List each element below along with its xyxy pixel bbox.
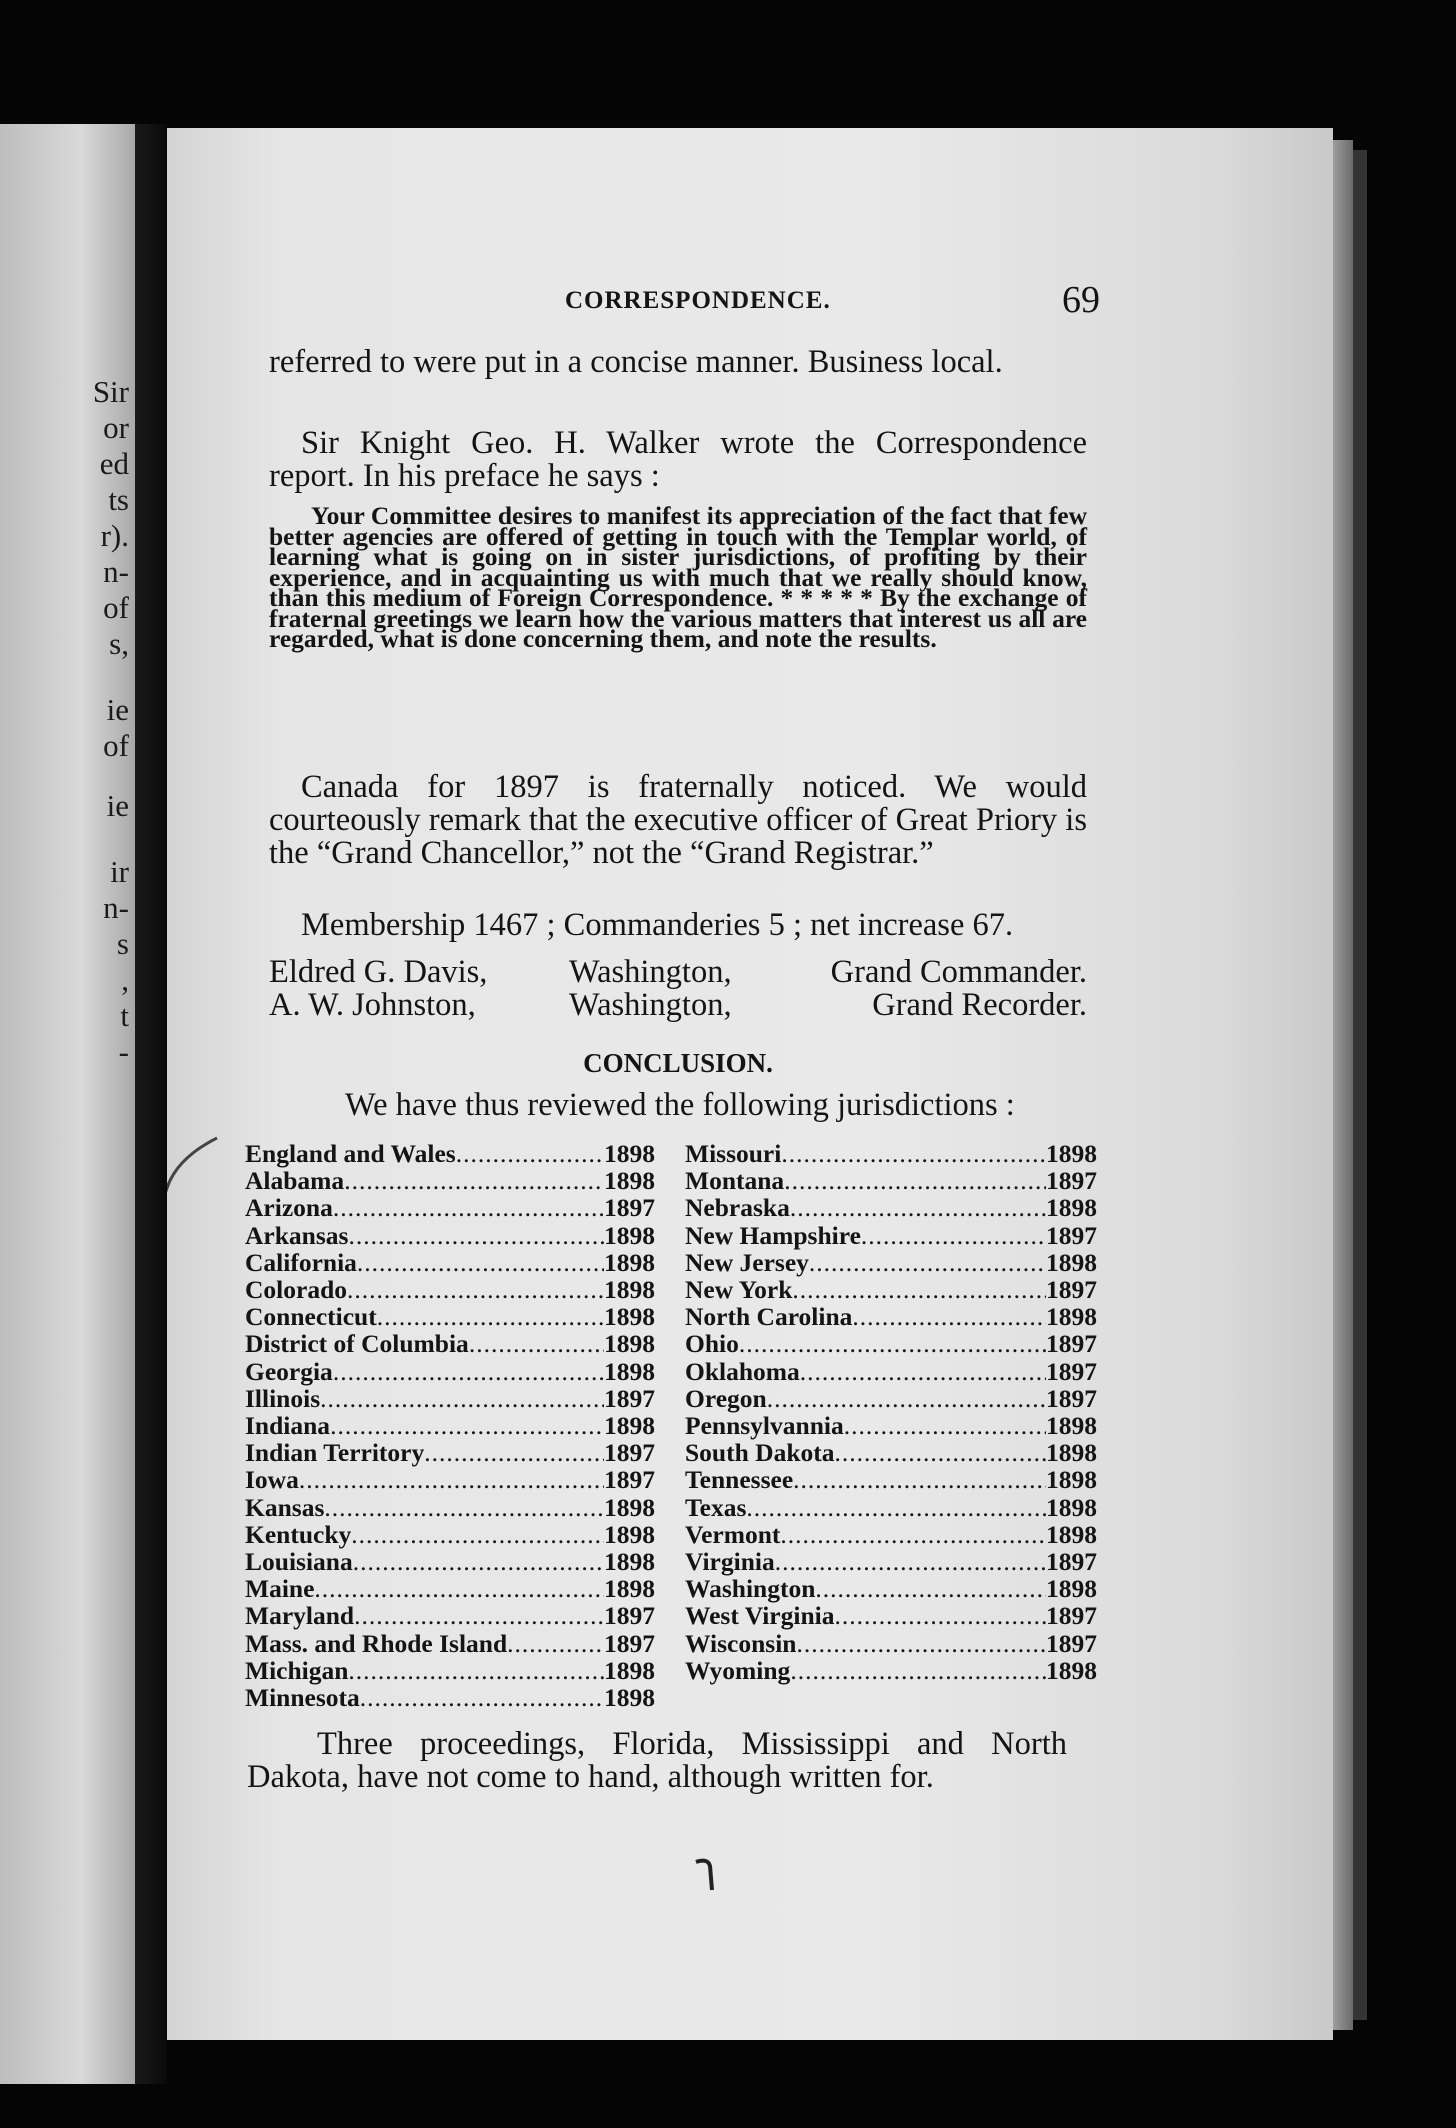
facing-page-fragment: s: [116, 926, 129, 961]
jurisdiction-entry: [685, 1358, 1097, 1385]
jurisdictions-list: [245, 1139, 1097, 1713]
jurisdiction-name: Nebraska: [685, 1193, 790, 1223]
jurisdiction-name: California: [245, 1247, 357, 1277]
running-head: CORRESPONDENCE.: [565, 287, 831, 314]
dot-leader: [507, 1630, 604, 1657]
dot-leader: [815, 1575, 1046, 1602]
jurisdiction-year: 1897: [1046, 1383, 1097, 1413]
dot-leader: [354, 1602, 604, 1629]
facing-page-fragment: ir: [110, 854, 129, 889]
dot-leader: [861, 1222, 1046, 1249]
dot-leader: [324, 1494, 604, 1521]
jurisdiction-name: Oregon: [685, 1383, 767, 1413]
jurisdiction-entry: [245, 1602, 655, 1629]
jurisdiction-entry: [245, 1521, 655, 1548]
dot-leader: [781, 1140, 1046, 1167]
jurisdiction-entry: [245, 1276, 655, 1303]
jurisdiction-entry: [245, 1385, 655, 1412]
jurisdiction-name: Ohio: [685, 1329, 739, 1359]
jurisdiction-name: Texas: [685, 1492, 747, 1522]
jurisdiction-name: South Dakota: [685, 1438, 835, 1468]
jurisdiction-entry: [685, 1521, 1097, 1548]
jurisdiction-entry: [685, 1385, 1097, 1412]
membership-text: Membership 1467 ; Commanderies 5 ; net increase 67.: [301, 907, 1014, 943]
jurisdiction-entry: [245, 1494, 655, 1521]
jurisdiction-name: Virginia: [685, 1547, 775, 1577]
jurisdiction-name: Vermont: [685, 1519, 781, 1549]
facing-page-fragment: or: [103, 410, 129, 445]
jurisdiction-entry: [685, 1494, 1097, 1521]
jurisdiction-entry: [245, 1412, 655, 1439]
jurisdiction-name: Alabama: [245, 1166, 345, 1196]
jurisdiction-name: Iowa: [245, 1465, 299, 1495]
conclusion-intro: [269, 1089, 1087, 1122]
jurisdiction-year: 1898: [604, 1492, 655, 1522]
paragraph-2-block: [269, 427, 1087, 493]
officer-place: Washington,: [569, 954, 732, 990]
jurisdiction-entry: [245, 1630, 655, 1657]
dot-leader: [767, 1385, 1046, 1412]
jurisdiction-entry: [685, 1222, 1097, 1249]
dot-leader: [333, 1358, 604, 1385]
dot-leader: [333, 1194, 604, 1221]
jurisdiction-name: West Virginia: [685, 1601, 835, 1631]
jurisdiction-name: Washington: [685, 1574, 816, 1604]
jurisdiction-name: Missouri: [685, 1139, 782, 1168]
dot-leader: [793, 1466, 1046, 1493]
jurisdiction-entry: [245, 1249, 655, 1276]
dot-leader: [424, 1439, 604, 1466]
jurisdiction-year: 1897: [604, 1465, 655, 1495]
jurisdiction-name: Kansas: [245, 1492, 325, 1522]
jurisdiction-entry: [245, 1439, 655, 1466]
jurisdiction-year: 1898: [604, 1220, 655, 1250]
jurisdiction-name: Indian Territory: [245, 1438, 425, 1468]
jurisdiction-year: 1898: [604, 1302, 655, 1332]
dot-leader: [844, 1412, 1046, 1439]
officer-place: Washington,: [569, 987, 732, 1023]
jurisdiction-year: 1898: [604, 1655, 655, 1685]
jurisdiction-entry: [685, 1249, 1097, 1276]
quotation-text: Your Committee desires to manifest its appreciation of the fact that few better agencies are offered of getting in touch with the Templar world, of learning what is going on in sister jurisdictions, of profiting by their experience, and in acquainting us with much that we really should know, than this medium of Foreign Correspondence. * * * * * By the exchange of fraternal greetings we learn how the various matters that interest us all are regarded, what is done concerning them, and note the results.: [269, 501, 1087, 653]
jurisdiction-entry: [245, 1548, 655, 1575]
closing-paragraph: [247, 1728, 1067, 1794]
dot-leader: [360, 1684, 604, 1711]
membership-block: [269, 909, 1087, 942]
jurisdiction-year: 1898: [1046, 1438, 1097, 1468]
jurisdiction-name: New York: [685, 1275, 793, 1305]
jurisdiction-year: 1898: [604, 1547, 655, 1577]
jurisdiction-year: 1898: [604, 1166, 655, 1196]
officer-title: Grand Commander.: [830, 954, 1087, 990]
facing-page-fragment: t: [120, 998, 129, 1033]
dot-leader: [809, 1249, 1046, 1276]
officer-row: [269, 956, 1087, 989]
jurisdiction-name: Colorado: [245, 1275, 347, 1305]
facing-page-fragment: ed: [99, 446, 129, 481]
jurisdiction-name: Oklahoma: [685, 1356, 800, 1386]
jurisdiction-year: 1898: [604, 1356, 655, 1386]
jurisdiction-entry: [685, 1439, 1097, 1466]
officer-name: Eldred G. Davis,: [269, 954, 488, 990]
paragraph-2: [269, 427, 1087, 493]
facing-page-fragment: n-: [103, 554, 129, 589]
jurisdiction-entry: [685, 1602, 1097, 1629]
dot-leader: [469, 1330, 604, 1357]
jurisdiction-year: 1898: [1046, 1655, 1097, 1685]
jurisdiction-entry: [245, 1167, 655, 1194]
dot-leader: [834, 1602, 1046, 1629]
jurisdiction-name: Pennsylvannia: [685, 1411, 844, 1441]
conclusion-heading: CONCLUSION.: [583, 1048, 773, 1078]
jurisdiction-year: 1897: [1046, 1329, 1097, 1359]
ink-mark-icon: [692, 1856, 722, 1896]
closing-text: Three proceedings, Florida, Mississippi and North Dakota, have not come to hand, although written for.: [247, 1726, 1067, 1795]
jurisdictions-left-column: [245, 1139, 655, 1713]
jurisdiction-entry: [245, 1303, 655, 1330]
jurisdiction-entry: [685, 1657, 1097, 1684]
jurisdiction-year: 1898: [1046, 1519, 1097, 1549]
conclusion-intro-text: We have thus reviewed the following jurisdictions :: [345, 1087, 1015, 1123]
jurisdiction-year: 1897: [1046, 1166, 1097, 1196]
jurisdiction-entry: [245, 1466, 655, 1493]
quotation-block: [269, 501, 1087, 653]
facing-page-fragment: r).: [100, 518, 129, 553]
jurisdiction-entry: [245, 1684, 655, 1711]
jurisdiction-year: 1897: [1046, 1275, 1097, 1305]
jurisdiction-name: Illinois: [245, 1383, 321, 1413]
jurisdiction-name: Wyoming: [685, 1655, 791, 1685]
jurisdiction-year: 1897: [1046, 1220, 1097, 1250]
jurisdiction-name: Tennessee: [685, 1465, 794, 1495]
jurisdiction-year: 1898: [604, 1574, 655, 1604]
jurisdiction-entry: [685, 1575, 1097, 1602]
jurisdiction-name: New Jersey: [685, 1247, 809, 1277]
jurisdiction-name: Arizona: [245, 1193, 333, 1223]
officer-title: Grand Recorder.: [872, 987, 1087, 1023]
jurisdiction-year: 1898: [1046, 1193, 1097, 1223]
jurisdiction-name: Georgia: [245, 1356, 333, 1386]
jurisdiction-entry: [685, 1466, 1097, 1493]
paragraph-1-block: [269, 346, 1087, 379]
jurisdiction-year: 1898: [604, 1275, 655, 1305]
officers-block: [269, 956, 1087, 1022]
officer-row: [269, 989, 1087, 1022]
paragraph-2-text: Sir Knight Geo. H. Walker wrote the Correspondence report. In his preface he says :: [269, 425, 1087, 494]
jurisdiction-year: 1898: [604, 1411, 655, 1441]
facing-page-fragment: -: [118, 1034, 129, 1069]
dot-leader: [351, 1521, 604, 1548]
dot-leader: [784, 1167, 1046, 1194]
jurisdiction-entry: [685, 1276, 1097, 1303]
page-edge-shadow: [1353, 150, 1367, 2020]
jurisdiction-name: Kentucky: [245, 1519, 352, 1549]
jurisdiction-year: 1898: [604, 1329, 655, 1359]
jurisdiction-entry: [685, 1330, 1097, 1357]
jurisdiction-name: Maryland: [245, 1601, 355, 1631]
jurisdictions-right-column: [685, 1139, 1097, 1685]
dot-leader: [353, 1548, 604, 1575]
dot-leader: [348, 1657, 604, 1684]
jurisdiction-entry: [685, 1303, 1097, 1330]
paragraph-3-text: Canada for 1897 is fraternally noticed. We would courteously remark that the executive officer of Great Priory is the “Grand Chancellor,” not the “Grand Registrar.”: [269, 769, 1087, 871]
officer-name: A. W. Johnston,: [269, 987, 476, 1023]
jurisdiction-entry: [245, 1575, 655, 1602]
jurisdiction-year: 1898: [604, 1139, 655, 1168]
dot-leader: [790, 1194, 1046, 1221]
facing-page-fragment: ie: [106, 788, 129, 823]
dot-leader: [347, 1276, 604, 1303]
dot-leader: [299, 1466, 604, 1493]
facing-page-fragment: Sir: [92, 374, 129, 409]
dot-leader: [852, 1303, 1046, 1330]
dot-leader: [835, 1439, 1046, 1466]
facing-page-fragment: of: [103, 728, 129, 763]
dot-leader: [357, 1249, 604, 1276]
jurisdiction-year: 1897: [604, 1601, 655, 1631]
paragraph-1: referred to were put in a concise manner. Business local.: [269, 344, 1003, 380]
facing-page-fragment: of: [103, 590, 129, 625]
jurisdiction-year: 1898: [604, 1247, 655, 1277]
jurisdiction-year: 1898: [604, 1683, 655, 1713]
jurisdiction-year: 1898: [1046, 1411, 1097, 1441]
jurisdiction-entry: [685, 1548, 1097, 1575]
jurisdiction-year: 1897: [1046, 1601, 1097, 1631]
jurisdiction-entry: [245, 1330, 655, 1357]
jurisdiction-year: 1898: [604, 1519, 655, 1549]
dot-leader: [792, 1276, 1046, 1303]
jurisdiction-name: Louisiana: [245, 1547, 353, 1577]
jurisdiction-year: 1897: [604, 1438, 655, 1468]
jurisdiction-year: 1897: [604, 1193, 655, 1223]
dot-leader: [456, 1140, 604, 1167]
jurisdiction-name: Montana: [685, 1166, 785, 1196]
page-edge: [1333, 140, 1353, 2030]
jurisdiction-name: North Carolina: [685, 1302, 853, 1332]
jurisdiction-entry: [245, 1358, 655, 1385]
dot-leader: [348, 1222, 604, 1249]
dot-leader: [377, 1303, 604, 1330]
jurisdiction-year: 1898: [1046, 1247, 1097, 1277]
jurisdiction-entry: [245, 1140, 655, 1167]
jurisdiction-name: Maine: [245, 1574, 315, 1604]
facing-page-fragment: ie: [106, 692, 129, 727]
page-number: 69: [1062, 279, 1100, 321]
jurisdiction-year: 1897: [604, 1628, 655, 1658]
facing-page-fragment: ts: [108, 482, 129, 517]
jurisdiction-name: Connecticut: [245, 1302, 377, 1332]
paragraph-3: [269, 771, 1087, 870]
jurisdiction-name: District of Columbia: [245, 1329, 469, 1359]
dot-leader: [775, 1548, 1046, 1575]
quotation: [269, 501, 1087, 653]
jurisdiction-name: New Hampshire: [685, 1220, 861, 1250]
dot-leader: [800, 1358, 1046, 1385]
dot-leader: [780, 1521, 1046, 1548]
jurisdiction-entry: [685, 1167, 1097, 1194]
book-page: [167, 128, 1333, 2040]
jurisdiction-entry: [685, 1412, 1097, 1439]
dot-leader: [330, 1412, 604, 1439]
jurisdiction-year: 1897: [1046, 1547, 1097, 1577]
jurisdiction-year: 1898: [1046, 1465, 1097, 1495]
jurisdiction-entry: [685, 1194, 1097, 1221]
closing-block: [247, 1728, 1067, 1794]
jurisdiction-year: 1898: [1046, 1492, 1097, 1522]
dot-leader: [320, 1385, 604, 1412]
dot-leader: [739, 1330, 1046, 1357]
jurisdiction-name: Arkansas: [245, 1220, 349, 1250]
facing-page-fragment: n-: [103, 890, 129, 925]
jurisdiction-entry: [245, 1657, 655, 1684]
facing-page-fragment: ,: [121, 962, 129, 997]
jurisdiction-year: 1897: [1046, 1628, 1097, 1658]
dot-leader: [790, 1657, 1046, 1684]
jurisdiction-name: Mass. and Rhode Island: [245, 1628, 508, 1658]
jurisdiction-name: Indiana: [245, 1411, 331, 1441]
jurisdiction-year: 1898: [1046, 1302, 1097, 1332]
jurisdiction-year: 1898: [1046, 1139, 1097, 1168]
dot-leader: [797, 1630, 1047, 1657]
dot-leader: [314, 1575, 604, 1602]
jurisdiction-entry: [685, 1630, 1097, 1657]
page-tear-icon: [167, 1128, 227, 1238]
jurisdiction-name: Wisconsin: [685, 1628, 797, 1658]
jurisdiction-entry: [245, 1194, 655, 1221]
jurisdiction-entry: [245, 1222, 655, 1249]
paragraph-3-block: [269, 771, 1087, 870]
jurisdiction-name: Michigan: [245, 1655, 349, 1685]
book-gutter: [135, 124, 167, 2084]
facing-page: [0, 124, 135, 2084]
dot-leader: [344, 1167, 604, 1194]
jurisdiction-name: England and Wales: [245, 1139, 456, 1168]
dot-leader: [746, 1494, 1046, 1521]
conclusion-intro-block: [269, 1089, 1087, 1122]
jurisdiction-year: 1897: [604, 1383, 655, 1413]
membership-line: [269, 909, 1087, 942]
jurisdiction-year: 1897: [1046, 1356, 1097, 1386]
facing-page-fragment: s,: [109, 626, 129, 661]
jurisdiction-entry: [685, 1140, 1097, 1167]
jurisdiction-year: 1898: [1046, 1574, 1097, 1604]
jurisdiction-name: Minnesota: [245, 1683, 360, 1713]
